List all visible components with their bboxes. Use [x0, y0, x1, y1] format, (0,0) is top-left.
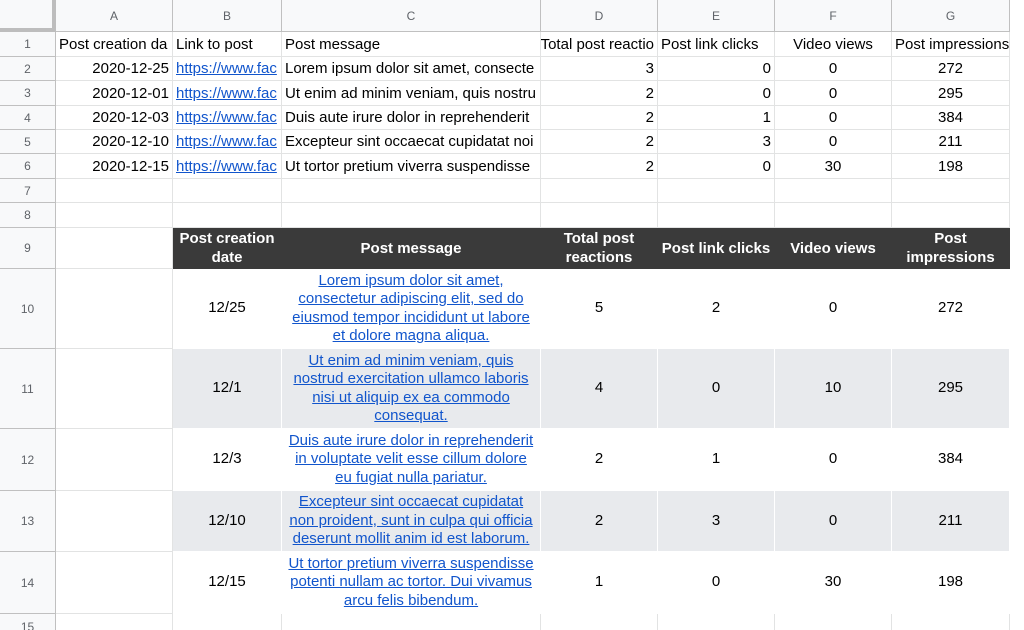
empty-cell[interactable]: [56, 269, 173, 349]
table-header-clicks[interactable]: [658, 228, 775, 269]
row-header-15[interactable]: [0, 614, 56, 630]
raw-cell-views-text: 0: [828, 109, 838, 126]
row-header-8[interactable]: [0, 203, 56, 228]
empty-cell[interactable]: [56, 614, 173, 630]
table-cell-impressions-text: 198: [937, 573, 964, 591]
row-header-13-text: 13: [20, 514, 35, 528]
table-cell-date[interactable]: [173, 349, 282, 429]
table-cell-views-text: 0: [828, 299, 838, 317]
select-all-corner[interactable]: [0, 0, 56, 32]
row-header-8-text: 8: [24, 208, 31, 222]
empty-cell[interactable]: [56, 552, 173, 614]
table-cell-message-text[interactable]: Lorem ipsum dolor sit amet, consectetur adipiscing elit, sed do eiusmod tempor incididunt ut labore et dolore magna aliqua.: [292, 271, 530, 344]
raw-cell-link-text[interactable]: https://www.fac: [176, 109, 277, 126]
raw-cell-message[interactable]: [282, 106, 541, 130]
table-cell-impressions[interactable]: [892, 269, 1010, 349]
table-cell-message-text[interactable]: Ut enim ad minim veniam, quis nostrud exercitation ullamco laboris nisi ut aliquip ex ea commodo consequat.: [293, 351, 529, 424]
raw-cell-clicks-text: 0: [762, 84, 771, 102]
raw-cell-message-text: Lorem ipsum dolor sit amet, consecte: [285, 60, 535, 77]
table-cell-views-text: 30: [824, 573, 842, 591]
empty-cell[interactable]: [282, 203, 541, 228]
raw-cell-clicks[interactable]: [658, 81, 775, 106]
table-cell-impressions[interactable]: [892, 349, 1010, 429]
table-header-impressions-text: Post impressions: [906, 230, 995, 266]
raw-cell-views[interactable]: [775, 106, 892, 130]
raw-cell-date-text: 2020-12-25: [92, 60, 169, 77]
raw-cell-impressions-text: 384: [937, 109, 964, 126]
raw-cell-clicks-text: 3: [762, 133, 771, 150]
table-cell-reactions-text: 2: [594, 511, 604, 529]
row-header-10-text: 10: [20, 301, 35, 316]
raw-cell-link[interactable]: [173, 130, 282, 154]
table-cell-message[interactable]: [282, 269, 541, 349]
table-cell-views-text: 10: [824, 379, 842, 397]
raw-cell-link[interactable]: [173, 57, 282, 81]
raw-cell-message-text: Ut enim ad minim veniam, quis nostru: [285, 84, 536, 102]
empty-cell[interactable]: [56, 179, 173, 203]
row-header-10[interactable]: [0, 269, 56, 349]
table-cell-message-text[interactable]: Ut tortor pretium viverra suspendisse potenti nullam ac tortor. Dui vivamus arcu felis bibendum.: [288, 554, 534, 609]
table-cell-date[interactable]: [173, 429, 282, 491]
row-header-12[interactable]: [0, 429, 56, 491]
table-header-views-text: Video views: [790, 239, 876, 257]
empty-cell[interactable]: [173, 203, 282, 228]
empty-cell[interactable]: [56, 491, 173, 552]
table-cell-impressions-text: 295: [937, 379, 964, 397]
raw-cell-views[interactable]: [775, 154, 892, 179]
table-header-reactions[interactable]: [541, 228, 658, 269]
empty-cell[interactable]: [56, 429, 173, 491]
table-cell-impressions-text: 211: [938, 511, 963, 529]
table-cell-impressions-text: 384: [937, 450, 964, 468]
table-cell-message[interactable]: [282, 349, 541, 429]
table-cell-views[interactable]: [775, 552, 892, 614]
table-cell-date-text: 12/15: [208, 573, 246, 591]
raw-cell-views-text: 0: [828, 84, 838, 102]
table-cell-views[interactable]: [775, 269, 892, 349]
row-header-14-text: 14: [20, 575, 35, 590]
raw-header-5-text: Video views: [793, 35, 873, 53]
raw-cell-views-text: 0: [828, 133, 838, 150]
table-cell-date-text: 12/25: [208, 299, 246, 317]
raw-cell-reactions-text: 2: [645, 157, 654, 175]
raw-cell-date[interactable]: [56, 130, 173, 154]
table-cell-message-text[interactable]: Excepteur sint occaecat cupidatat non proident, sunt in culpa qui officia deserunt mollit anim id est laborum.: [289, 493, 533, 548]
table-cell-reactions[interactable]: [541, 491, 658, 552]
table-cell-reactions[interactable]: [541, 349, 658, 429]
raw-header-1-text: Link to post: [176, 35, 253, 53]
empty-cell[interactable]: [173, 614, 282, 630]
raw-cell-reactions-text: 2: [645, 133, 654, 150]
raw-cell-impressions-text: 295: [937, 84, 964, 102]
raw-cell-reactions[interactable]: [541, 154, 658, 179]
raw-header-0[interactable]: [56, 32, 173, 57]
empty-cell[interactable]: [282, 614, 541, 630]
table-cell-reactions[interactable]: [541, 552, 658, 614]
table-header-message-text: Post message: [360, 239, 462, 257]
raw-header-3[interactable]: [541, 32, 658, 57]
row-header-1-text: 1: [24, 37, 31, 51]
table-cell-date[interactable]: [173, 552, 282, 614]
column-header-e-text: E: [711, 8, 720, 23]
raw-header-1[interactable]: [173, 32, 282, 57]
raw-cell-date[interactable]: [56, 57, 173, 81]
raw-cell-reactions-text: 2: [645, 109, 654, 126]
raw-cell-date-text: 2020-12-01: [92, 84, 169, 102]
table-cell-date[interactable]: [173, 491, 282, 552]
raw-cell-impressions[interactable]: [892, 154, 1010, 179]
empty-cell[interactable]: [658, 614, 775, 630]
row-header-6-text: 6: [24, 159, 31, 173]
row-header-1[interactable]: [0, 32, 56, 57]
column-header-b[interactable]: [173, 0, 282, 32]
raw-cell-message-text: Duis aute irure dolor in reprehenderit: [285, 109, 530, 126]
empty-cell[interactable]: [775, 614, 892, 630]
raw-cell-clicks-text: 0: [762, 157, 771, 175]
empty-cell[interactable]: [892, 203, 1010, 228]
raw-cell-date[interactable]: [56, 154, 173, 179]
row-header-12-text: 12: [20, 452, 35, 467]
raw-cell-message[interactable]: [282, 154, 541, 179]
raw-cell-reactions[interactable]: [541, 81, 658, 106]
column-header-a[interactable]: [56, 0, 173, 32]
raw-cell-reactions-text: 3: [645, 60, 654, 77]
raw-cell-reactions[interactable]: [541, 106, 658, 130]
raw-cell-date-text: 2020-12-15: [92, 157, 169, 175]
raw-cell-date-text: 2020-12-03: [92, 109, 169, 126]
table-cell-reactions[interactable]: [541, 269, 658, 349]
table-cell-clicks-text: 1: [711, 450, 721, 468]
table-cell-impressions[interactable]: [892, 552, 1010, 614]
raw-cell-date[interactable]: [56, 81, 173, 106]
raw-cell-impressions-text: 198: [937, 157, 964, 175]
empty-cell[interactable]: [775, 203, 892, 228]
empty-cell[interactable]: [56, 203, 173, 228]
table-cell-impressions[interactable]: [892, 491, 1010, 552]
table-cell-date-text: 12/3: [212, 450, 242, 468]
empty-cell[interactable]: [541, 203, 658, 228]
empty-cell[interactable]: [282, 179, 541, 203]
column-header-d-text: D: [594, 8, 604, 23]
empty-cell[interactable]: [541, 179, 658, 203]
column-header-f-text: F: [829, 8, 837, 23]
table-header-clicks-text: Post link clicks: [661, 239, 771, 257]
table-cell-date-text: 12/1: [212, 379, 242, 397]
empty-cell[interactable]: [56, 228, 173, 269]
raw-header-6-text: Post impressions: [895, 35, 1010, 53]
table-cell-reactions-text: 4: [594, 379, 604, 397]
table-cell-clicks-text: 2: [711, 299, 721, 317]
raw-cell-reactions[interactable]: [541, 57, 658, 81]
raw-cell-link-text[interactable]: https://www.fac: [176, 60, 277, 77]
row-header-14[interactable]: [0, 552, 56, 614]
row-header-2-text: 2: [24, 61, 31, 76]
row-header-13[interactable]: [0, 491, 56, 552]
column-header-g-text: G: [945, 8, 956, 23]
table-cell-message[interactable]: [282, 552, 541, 614]
column-header-d[interactable]: [541, 0, 658, 32]
raw-cell-clicks[interactable]: [658, 154, 775, 179]
raw-cell-link[interactable]: [173, 81, 282, 106]
table-cell-views[interactable]: [775, 349, 892, 429]
raw-header-6[interactable]: [892, 32, 1010, 57]
empty-cell[interactable]: [775, 179, 892, 203]
raw-header-2-text: Post message: [285, 35, 381, 53]
table-cell-views[interactable]: [775, 491, 892, 552]
column-header-a-text: A: [109, 8, 118, 23]
raw-header-0-text: Post creation da: [59, 35, 168, 53]
table-cell-date[interactable]: [173, 269, 282, 349]
raw-cell-link[interactable]: [173, 106, 282, 130]
column-header-c-text: C: [406, 8, 416, 23]
raw-cell-views-text: 0: [828, 60, 838, 77]
table-cell-clicks[interactable]: [658, 349, 775, 429]
table-cell-reactions-text: 1: [594, 573, 604, 591]
raw-cell-link-text[interactable]: https://www.fac: [176, 84, 277, 102]
raw-cell-link-text[interactable]: https://www.fac: [176, 133, 277, 150]
table-cell-views-text: 0: [828, 511, 838, 529]
table-cell-clicks-text: 0: [711, 379, 721, 397]
raw-header-4-text: Post link clicks: [661, 35, 759, 53]
table-cell-clicks-text: 3: [711, 511, 721, 529]
table-cell-reactions[interactable]: [541, 429, 658, 491]
column-header-c[interactable]: [282, 0, 541, 32]
table-cell-date-text: 12/10: [208, 511, 246, 529]
row-header-3[interactable]: [0, 81, 56, 106]
empty-cell[interactable]: [658, 179, 775, 203]
raw-cell-views[interactable]: [775, 81, 892, 106]
raw-header-5[interactable]: [775, 32, 892, 57]
table-cell-clicks[interactable]: [658, 491, 775, 552]
table-cell-impressions-text: 272: [937, 299, 964, 317]
row-header-9-text: 9: [24, 241, 31, 255]
empty-cell[interactable]: [173, 179, 282, 203]
empty-cell[interactable]: [541, 614, 658, 630]
row-header-11-text: 11: [21, 381, 34, 396]
column-header-g[interactable]: [892, 0, 1010, 32]
empty-cell[interactable]: [892, 179, 1010, 203]
table-cell-clicks-text: 0: [711, 573, 721, 591]
raw-cell-clicks-text: 1: [762, 109, 771, 126]
row-header-5-text: 5: [24, 134, 31, 149]
row-header-4-text: 4: [24, 110, 31, 125]
row-header-7-text: 7: [24, 183, 31, 198]
raw-cell-views[interactable]: [775, 130, 892, 154]
raw-header-2[interactable]: [282, 32, 541, 57]
empty-cell[interactable]: [892, 614, 1010, 630]
table-header-date[interactable]: [173, 228, 282, 269]
table-header-impressions[interactable]: [892, 228, 1010, 269]
table-header-views[interactable]: [775, 228, 892, 269]
row-header-15-text: 15: [20, 619, 35, 630]
row-header-11[interactable]: [0, 349, 56, 429]
raw-cell-message-text: Ut tortor pretium viverra suspendisse: [285, 157, 531, 175]
raw-cell-clicks[interactable]: [658, 57, 775, 81]
raw-cell-impressions[interactable]: [892, 57, 1010, 81]
raw-cell-reactions[interactable]: [541, 130, 658, 154]
row-header-5[interactable]: [0, 130, 56, 154]
raw-header-3-text: Total post reactio: [541, 35, 654, 53]
raw-cell-impressions[interactable]: [892, 81, 1010, 106]
table-cell-impressions[interactable]: [892, 429, 1010, 491]
raw-cell-date-text: 2020-12-10: [92, 133, 169, 150]
row-header-4[interactable]: [0, 106, 56, 130]
raw-cell-message[interactable]: [282, 57, 541, 81]
row-header-9[interactable]: [0, 228, 56, 269]
row-header-6[interactable]: [0, 154, 56, 179]
raw-cell-impressions[interactable]: [892, 130, 1010, 154]
table-cell-clicks[interactable]: [658, 552, 775, 614]
raw-cell-clicks[interactable]: [658, 106, 775, 130]
table-cell-views-text: 0: [828, 450, 838, 468]
raw-cell-link[interactable]: [173, 154, 282, 179]
raw-cell-impressions-text: 211: [938, 133, 963, 150]
column-header-f[interactable]: [775, 0, 892, 32]
table-cell-message[interactable]: [282, 491, 541, 552]
empty-cell[interactable]: [56, 349, 173, 429]
raw-cell-views-text: 30: [824, 157, 842, 175]
raw-cell-date[interactable]: [56, 106, 173, 130]
row-header-2[interactable]: [0, 57, 56, 81]
raw-cell-message[interactable]: [282, 81, 541, 106]
raw-cell-impressions-text: 272: [937, 60, 964, 77]
column-header-e[interactable]: [658, 0, 775, 32]
table-cell-clicks[interactable]: [658, 269, 775, 349]
table-header-date-text: Post creation date: [179, 230, 275, 266]
raw-cell-clicks[interactable]: [658, 130, 775, 154]
table-cell-reactions-text: 2: [594, 450, 604, 468]
raw-cell-message-text: Excepteur sint occaecat cupidatat noi: [285, 133, 534, 150]
table-cell-views[interactable]: [775, 429, 892, 491]
table-cell-reactions-text: 5: [594, 299, 604, 317]
raw-cell-reactions-text: 2: [645, 84, 654, 102]
table-header-reactions-text: Total post reactions: [563, 230, 635, 266]
raw-cell-message[interactable]: [282, 130, 541, 154]
table-header-message[interactable]: [282, 228, 541, 269]
table-cell-message-text[interactable]: Duis aute irure dolor in reprehenderit in voluptate velit esse cillum dolore eu fugiat nulla pariatur.: [288, 431, 534, 486]
raw-cell-link-text[interactable]: https://www.fac: [176, 157, 277, 175]
raw-cell-views[interactable]: [775, 57, 892, 81]
raw-cell-impressions[interactable]: [892, 106, 1010, 130]
table-cell-message[interactable]: [282, 429, 541, 491]
row-header-7[interactable]: [0, 179, 56, 203]
raw-cell-clicks-text: 0: [762, 60, 771, 77]
empty-cell[interactable]: [658, 203, 775, 228]
raw-header-4[interactable]: [658, 32, 775, 57]
column-header-b-text: B: [222, 8, 231, 23]
row-header-3-text: 3: [24, 86, 31, 100]
table-cell-clicks[interactable]: [658, 429, 775, 491]
